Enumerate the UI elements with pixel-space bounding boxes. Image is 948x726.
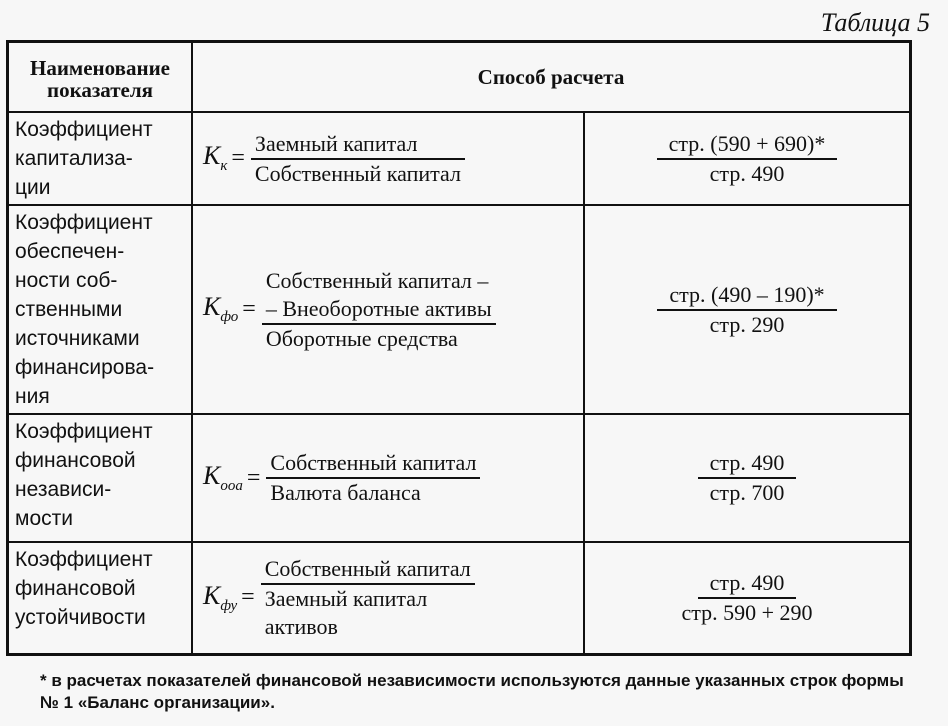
ratio-symbol: $K_{фо}$ <box>203 292 239 326</box>
table-row <box>8 205 911 414</box>
numerator <box>262 267 496 325</box>
equals-sign: = <box>241 584 255 611</box>
indicator-name <box>8 205 193 414</box>
name-line: Коэффициент <box>15 420 153 443</box>
table-row <box>8 542 911 654</box>
formula-fraction <box>266 449 480 507</box>
name-line: мости <box>15 507 73 530</box>
name-line: ности соб- <box>15 269 118 292</box>
ref-denominator: стр. 490 <box>709 160 785 186</box>
name-line: ния <box>15 385 50 408</box>
ref-denominator: стр. 700 <box>709 480 785 505</box>
denominator: Оборотные средства <box>265 325 458 351</box>
denominator-line: Заемный капитал <box>264 585 428 611</box>
indicator-name <box>8 112 193 205</box>
name-line: финансирова- <box>15 356 155 379</box>
numerator: Собственный капитал <box>261 555 475 585</box>
table-row <box>8 112 911 205</box>
line-reference-cell <box>584 112 911 205</box>
numerator-line: – Внеоборотные активы <box>265 295 492 321</box>
table-caption: Таблица 5 <box>820 8 930 37</box>
formula-cell <box>192 414 584 542</box>
ratios-table <box>6 40 912 656</box>
denominator: Собственный капитал <box>254 160 461 186</box>
name-line: устойчивости <box>15 606 146 629</box>
header-calculation-method: Способ расчета <box>192 42 911 113</box>
ratio-symbol: $K_к$ <box>203 141 228 175</box>
numerator-line: Собственный капитал – <box>265 267 489 293</box>
name-line: Коэффициент <box>15 118 153 141</box>
ref-denominator: стр. 290 <box>709 311 785 337</box>
name-line: Коэффициент <box>15 211 153 234</box>
name-line: независи- <box>15 478 112 501</box>
name-line: обеспечен- <box>15 240 125 263</box>
header-indicator-name <box>8 42 193 113</box>
formula-fraction <box>262 267 496 353</box>
line-reference-cell <box>584 414 911 542</box>
ref-denominator: стр. 590 + 290 <box>681 599 813 625</box>
name-line: финансовой <box>15 577 136 600</box>
formula-cell <box>192 112 584 205</box>
numerator: Собственный капитал <box>266 449 480 479</box>
footnote: * в расчетах показателей финансовой независимости используются данные указанных строк формы № 1 «Баланс организации». <box>40 671 904 712</box>
ref-numerator: стр. (490 – 190)* <box>657 281 836 311</box>
denominator <box>261 585 475 641</box>
equals-sign: = <box>246 464 261 491</box>
name-line: Коэффициент <box>15 548 153 571</box>
indicator-name <box>8 414 193 542</box>
line-reference-cell <box>584 205 911 414</box>
ratio-symbol: $K_{фу}$ <box>203 580 238 614</box>
name-line: капитализа- <box>15 147 133 170</box>
formula-fraction <box>261 555 475 641</box>
denominator-line: активов <box>264 613 338 639</box>
table-row <box>8 414 911 542</box>
equals-sign: = <box>242 296 256 322</box>
ref-numerator: стр. 490 <box>698 449 797 479</box>
ref-numerator: стр. 490 <box>698 569 797 599</box>
ref-numerator: стр. (590 + 690)* <box>657 130 838 160</box>
equals-sign: = <box>231 145 245 171</box>
formula-cell <box>192 205 584 414</box>
ratio-symbol: $K_{ооа}$ <box>203 460 243 495</box>
name-line: финансовой <box>15 449 136 472</box>
formula-fraction <box>251 130 465 188</box>
numerator: Заемный капитал <box>251 130 465 160</box>
line-reference-cell <box>584 542 911 654</box>
name-line: источниками <box>15 327 140 350</box>
indicator-name <box>8 542 193 654</box>
table-header-row <box>8 42 911 113</box>
header-name-line1: Наименование <box>30 56 170 80</box>
header-name-line2: показателя <box>46 78 154 102</box>
name-line: ции <box>15 176 51 199</box>
formula-cell <box>192 542 584 654</box>
denominator: Валюта баланса <box>270 480 421 505</box>
name-line: ственными <box>15 298 123 321</box>
